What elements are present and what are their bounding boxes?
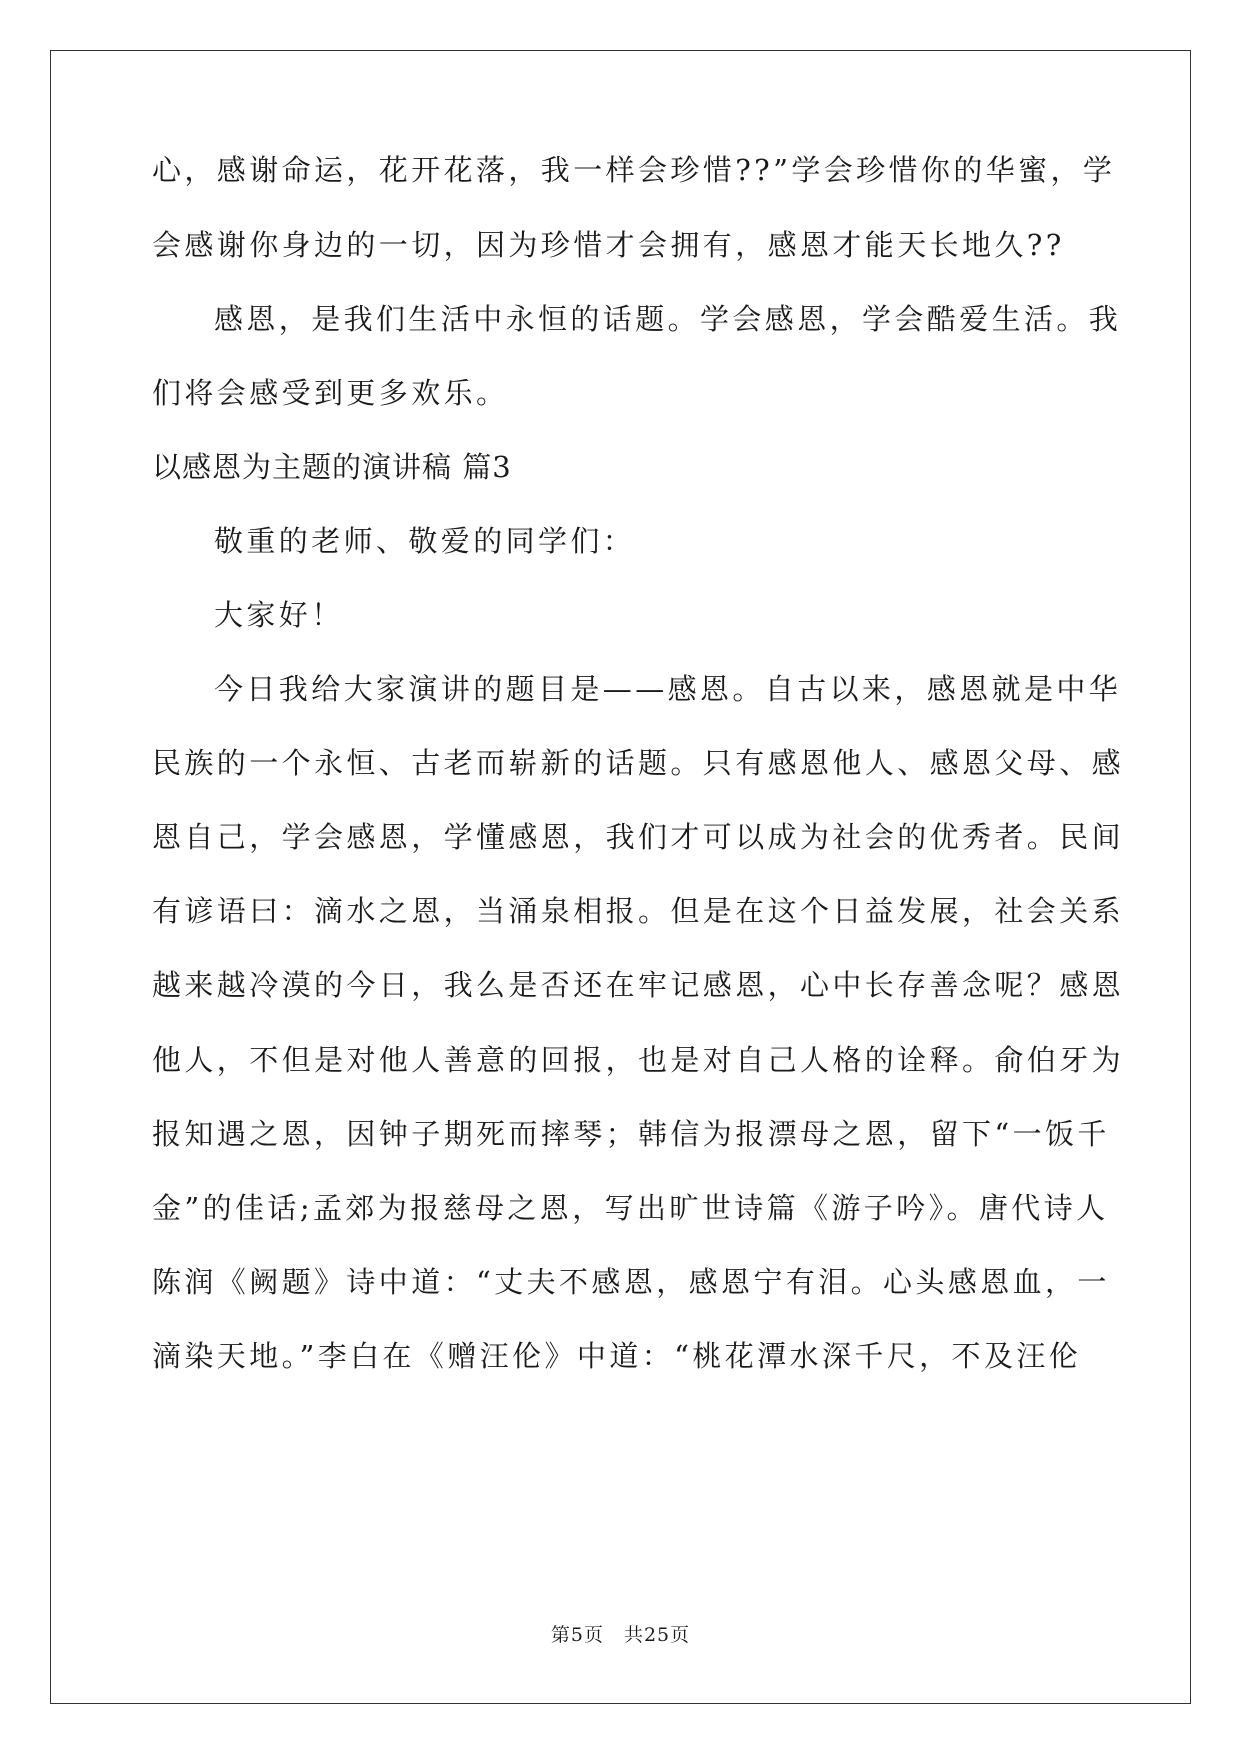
body-line-11: 有谚语曰：滴水之恩，当涌泉相报。但是在这个日益发展，社会关系 <box>152 894 1125 928</box>
body-line-14: 报知遇之恩，因钟子期死而摔琴；韩信为报漂母之恩，留下“一饭千 <box>152 1117 1110 1151</box>
body-line-16: 陈润《阙题》诗中道：“丈夫不感恩，感恩宁有泪。心头感恩血，一 <box>152 1265 1110 1299</box>
body-line-2: 会感谢你身边的一切，因为珍惜才会拥有，感恩才能天长地久?? <box>152 228 1065 262</box>
greeting: 大家好！ <box>214 598 344 632</box>
body-line-15: 金”的佳话;孟郊为报慈母之恩，写出旷世诗篇《游子吟》。唐代诗人 <box>152 1191 1109 1225</box>
body-line-9: 民族的一个永恒、古老而崭新的话题。只有感恩他人、感恩父母、感 <box>152 746 1125 780</box>
body-line-4: 们将会感受到更多欢乐。 <box>152 376 509 410</box>
body-line-10: 恩自己，学会感恩，学懂感恩，我们才可以成为社会的优秀者。民间 <box>152 820 1125 854</box>
page-footer: 第5页 共25页 <box>550 1624 691 1646</box>
body-line-8: 今日我给大家演讲的题目是——感恩。自古以来，感恩就是中华 <box>214 672 1122 706</box>
body-line-13: 他人，不但是对他人善意的回报，也是对自己人格的诠释。俞伯牙为 <box>152 1043 1125 1077</box>
section-heading: 以感恩为主题的演讲稿 篇3 <box>152 450 512 484</box>
salutation: 敬重的老师、敬爱的同学们： <box>214 524 636 558</box>
body-line-12: 越来越冷漠的今日，我么是否还在牢记感恩，心中长存善念呢？感恩 <box>152 968 1125 1002</box>
body-line-3: 感恩，是我们生活中永恒的话题。学会感恩，学会酷爱生活。我 <box>214 302 1122 336</box>
body-line-1: 心，感谢命运，花开花落，我一样会珍惜??”学会珍惜你的华蜜，学 <box>152 153 1116 187</box>
body-line-17: 滴染天地。”李白在《赠汪伦》中道：“桃花潭水深千尺，不及汪伦 <box>152 1339 1082 1373</box>
